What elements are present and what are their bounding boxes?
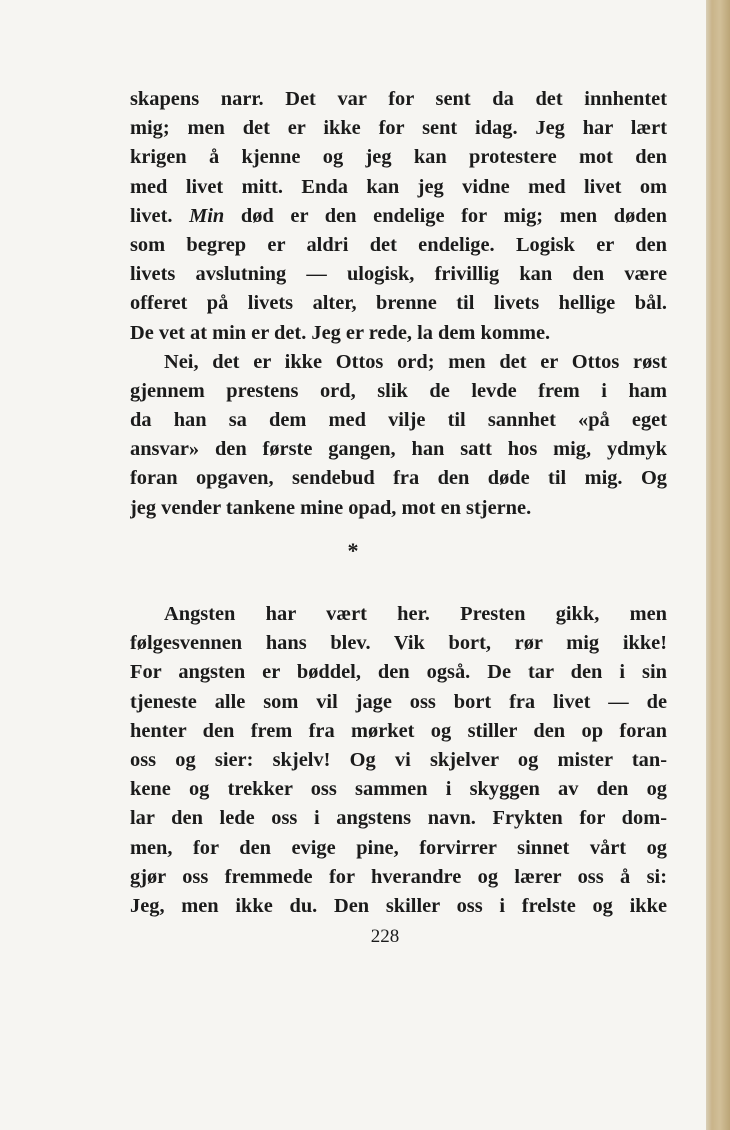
text-line: Jeg, men ikke du. Den skiller oss i frelste og ikke bbox=[130, 894, 667, 917]
text-line: med livet mitt. Enda kan jeg vidne med livet om bbox=[130, 175, 667, 198]
text-line: foran opgaven, sendebud fra den døde til mig. Og bbox=[130, 467, 667, 490]
emphasis-word: Min bbox=[189, 204, 225, 227]
body-text-lower bbox=[130, 600, 667, 921]
text-line: ansvar» den første gangen, han satt hos mig, ydmyk bbox=[130, 438, 667, 461]
page-number: 228 bbox=[370, 926, 400, 947]
section-separator: * bbox=[347, 538, 359, 563]
text-fragment: livet. bbox=[130, 204, 190, 227]
text-line: følgesvennen hans blev. Vik bort, rør mig ikke! bbox=[130, 632, 667, 655]
body-text-upper bbox=[130, 85, 667, 523]
text-line: De vet at min er det. Jeg er rede, la dem komme. bbox=[130, 321, 551, 344]
text-line: krigen å kjenne og jeg kan protestere mot den bbox=[130, 146, 667, 169]
text-line: mig; men det er ikke for sent idag. Jeg har lært bbox=[130, 117, 667, 140]
text-line: jeg vender tankene mine opad, mot en stjerne. bbox=[130, 496, 532, 519]
text-line: gjør oss fremmede for hverandre og lærer oss å si: bbox=[130, 865, 667, 888]
text-line: henter den frem fra mørket og stiller den op foran bbox=[130, 719, 667, 742]
text-line: Angsten har vært her. Presten gikk, men bbox=[164, 603, 667, 625]
text-line-with-emphasis bbox=[130, 202, 667, 231]
text-line: men, for den evige pine, forvirrer sinnet vårt og bbox=[130, 836, 667, 859]
text-line: tjeneste alle som vil jage oss bort fra livet — de bbox=[130, 690, 667, 713]
text-line: skapens narr. Det var for sent da det innhentet bbox=[130, 88, 667, 110]
text-line: For angsten er bøddel, den også. De tar den i sin bbox=[130, 661, 667, 684]
text-line: lar den lede oss i angstens navn. Frykten for dom- bbox=[130, 807, 667, 830]
text-line: gjennem prestens ord, slik de levde frem i ham bbox=[130, 379, 667, 402]
text-line: offeret på livets alter, brenne til livets hellige bål. bbox=[130, 292, 667, 315]
text-line: da han sa dem med vilje til sannhet «på eget bbox=[130, 409, 667, 432]
text-line: livets avslutning — ulogisk, frivillig kan den være bbox=[130, 263, 667, 286]
text-line: kene og trekker oss sammen i skyggen av den og bbox=[130, 778, 667, 801]
page-edge bbox=[706, 0, 730, 1130]
text-line: som begrep er aldri det endelige. Logisk er den bbox=[130, 233, 667, 256]
text-line: Nei, det er ikke Ottos ord; men det er Ottos røst bbox=[164, 350, 667, 373]
text-line: oss og sier: skjelv! Og vi skjelver og mister tan- bbox=[130, 748, 667, 771]
text-fragment: død er den endelige for mig; men døden bbox=[224, 204, 667, 227]
